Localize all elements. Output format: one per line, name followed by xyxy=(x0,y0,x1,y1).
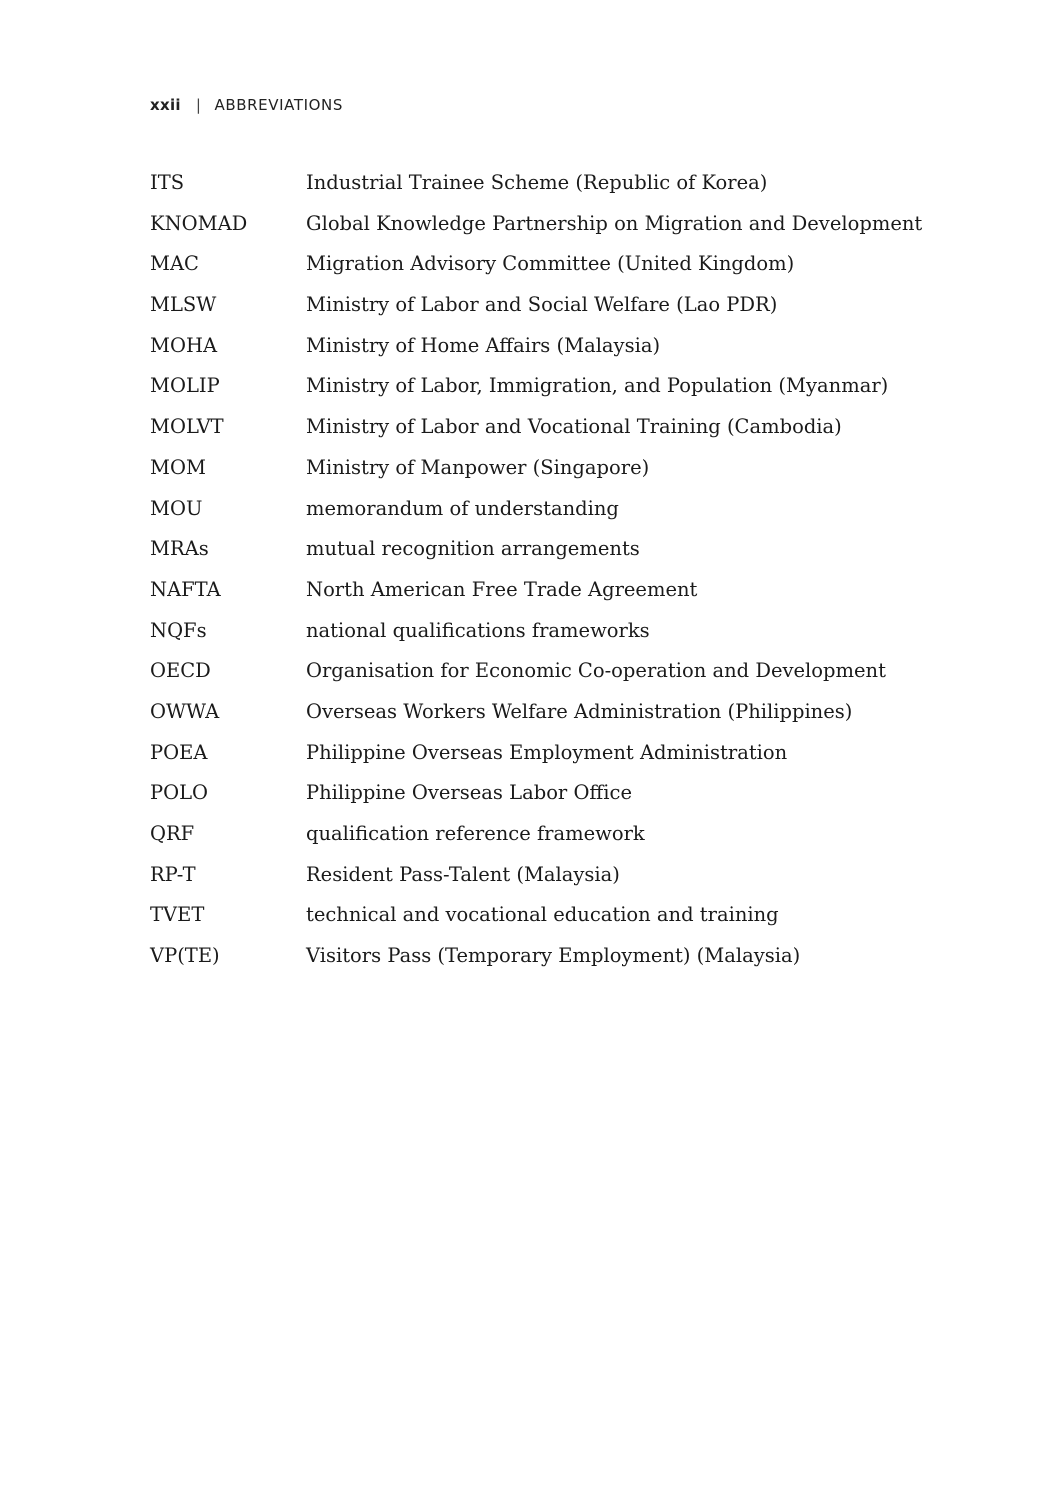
abbreviation-term: TVET xyxy=(150,903,205,927)
abbreviation-row xyxy=(150,738,910,779)
abbreviation-row xyxy=(150,168,910,209)
abbreviation-definition: Ministry of Labor and Vocational Training (Cambodia) xyxy=(306,415,842,439)
abbreviation-term: OECD xyxy=(150,659,211,683)
abbreviation-row xyxy=(150,209,923,250)
page-number: xxii xyxy=(150,96,181,114)
abbreviation-list xyxy=(150,168,923,982)
abbreviation-term: MOLIP xyxy=(150,374,220,398)
abbreviation-definition: national qualifications frameworks xyxy=(306,618,650,642)
abbreviation-definition: Ministry of Labor and Social Welfare (Lao PDR) xyxy=(306,293,778,317)
abbreviation-term: MOM xyxy=(150,455,206,479)
abbreviation-definition: Resident Pass-Talent (Malaysia) xyxy=(306,862,620,886)
abbreviation-definition: mutual recognition arrangements xyxy=(306,537,640,561)
abbreviation-row xyxy=(150,290,910,331)
abbreviation-term: NQFs xyxy=(150,618,207,642)
abbreviation-term: MAC xyxy=(150,252,199,276)
abbreviation-row xyxy=(150,575,910,616)
abbreviation-row xyxy=(150,453,910,494)
abbreviation-term: POLO xyxy=(150,781,209,805)
abbreviation-term: VP(TE) xyxy=(150,944,220,968)
abbreviation-row xyxy=(150,778,910,819)
abbreviation-definition: Organisation for Economic Co-operation and Development xyxy=(306,659,886,683)
abbreviation-row xyxy=(150,534,910,575)
abbreviation-definition: Industrial Trainee Scheme (Republic of Korea) xyxy=(306,171,768,194)
abbreviation-term: OWWA xyxy=(150,699,220,723)
abbreviation-term: MOLVT xyxy=(150,415,224,439)
abbreviation-term: RP-T xyxy=(150,862,196,886)
abbreviation-row xyxy=(150,494,910,535)
running-head xyxy=(150,96,343,114)
abbreviation-term: MLSW xyxy=(150,293,217,317)
abbreviation-row xyxy=(150,412,910,453)
abbreviation-definition: North American Free Trade Agreement xyxy=(306,577,698,601)
abbreviation-term: MOHA xyxy=(150,333,218,357)
abbreviation-term: ITS xyxy=(150,171,185,194)
abbreviation-row xyxy=(150,697,910,738)
abbreviation-row xyxy=(150,941,910,982)
abbreviation-term: MRAs xyxy=(150,537,209,561)
abbreviation-term: NAFTA xyxy=(150,577,221,601)
abbreviation-term: KNOMAD xyxy=(150,211,248,235)
abbreviation-row xyxy=(150,819,910,860)
abbreviation-definition: Ministry of Home Affairs (Malaysia) xyxy=(306,333,661,357)
header-separator: | xyxy=(195,96,202,114)
abbreviation-term: MOU xyxy=(150,496,203,520)
abbreviation-row xyxy=(150,900,910,941)
abbreviation-row xyxy=(150,249,910,290)
abbreviation-definition: Ministry of Labor, Immigration, and Population (Myanmar) xyxy=(306,374,889,398)
abbreviation-term: POEA xyxy=(150,740,208,764)
abbreviation-definition: Migration Advisory Committee (United Kingdom) xyxy=(306,252,795,276)
abbreviation-definition: Philippine Overseas Labor Office xyxy=(306,781,632,805)
section-title: ABBREVIATIONS xyxy=(214,96,343,114)
abbreviation-definition: Philippine Overseas Employment Administration xyxy=(306,740,788,764)
abbreviation-definition: qualification reference framework xyxy=(306,822,645,845)
abbreviation-row xyxy=(150,616,910,657)
abbreviation-definition: technical and vocational education and training xyxy=(306,903,779,927)
abbreviation-row xyxy=(150,371,910,412)
abbreviation-definition: Overseas Workers Welfare Administration (Philippines) xyxy=(306,699,853,723)
abbreviation-row xyxy=(150,656,910,697)
abbreviation-definition: memorandum of understanding xyxy=(306,496,619,520)
abbreviation-row xyxy=(150,331,910,372)
abbreviation-definition: Visitors Pass (Temporary Employment) (Malaysia) xyxy=(306,944,801,968)
abbreviation-definition: Ministry of Manpower (Singapore) xyxy=(306,455,650,479)
abbreviation-definition: Global Knowledge Partnership on Migration and Development xyxy=(306,211,923,235)
abbreviation-term: QRF xyxy=(150,822,195,845)
abbreviation-row xyxy=(150,860,910,901)
